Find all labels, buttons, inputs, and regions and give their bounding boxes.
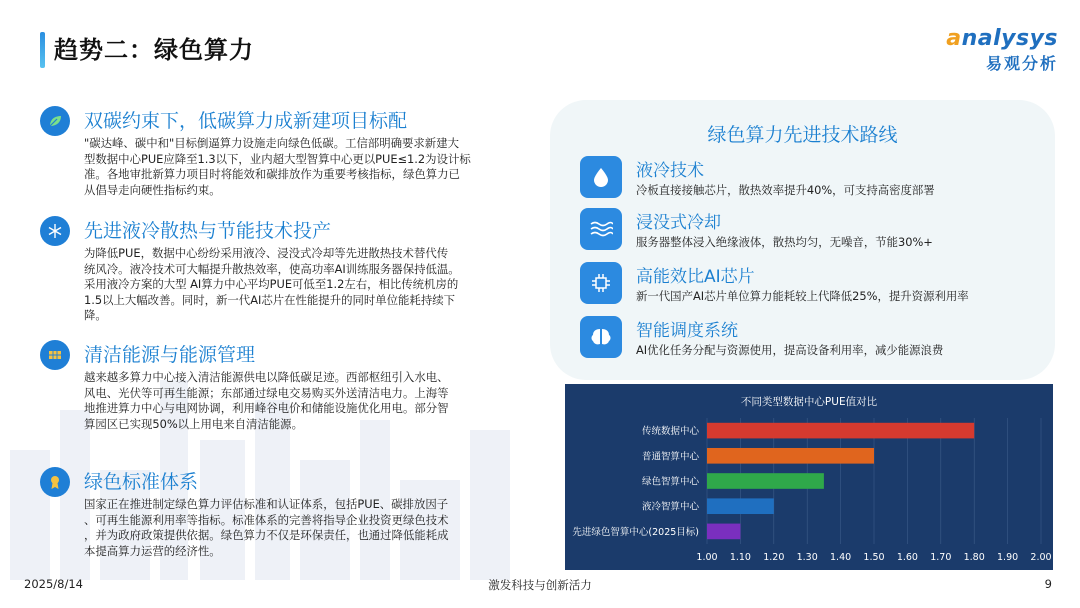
page-title: 趋势二：绿色算力: [54, 36, 254, 64]
title-accent-bar: [40, 32, 45, 68]
roadmap-item-desc: AI优化任务分配与资源使用，提高设备利用率，减少能源浪费: [636, 343, 944, 357]
body-line: 从倡导走向硬性指标约束。: [84, 182, 221, 197]
bar: [707, 423, 974, 439]
roadmap-item-desc: 新一代国产AI芯片单位算力能耗较上代降低25%，提升资源利用率: [636, 289, 969, 303]
body-line: 风电、光伏等可再生能源；东部通过绿电交易购买外送清洁电力。上海等: [84, 385, 449, 400]
body-line: 国家正在推进制定绿色算力评估标准和认证体系，包括PUE、碳排放因子: [84, 497, 449, 511]
logo-a-mark: a: [946, 26, 962, 51]
body-line: "碳达峰、碳中和"目标倒逼算力设施走向绿色低碳。工信部明确要求新建大: [84, 136, 459, 150]
x-tick-label: 1.70: [930, 552, 952, 563]
roadmap-item-ai-chip: [580, 262, 1030, 306]
x-tick-label: 1.20: [763, 552, 785, 563]
section-title: 清洁能源与能源管理: [84, 344, 256, 366]
chip-icon: [580, 262, 622, 304]
body-line: 型数据中心PUE应降至1.3以下，业内超大型智算中心更以PUE≤1.2为设计标: [84, 151, 471, 166]
waves-icon: [580, 208, 622, 250]
body-line: 本提高算力运营的经济性。: [84, 543, 221, 558]
bar: [707, 448, 874, 464]
body-line: 1.5以上大幅改善。同时，新一代AI芯片在性能提升的同时单位能耗持续下: [84, 292, 455, 307]
section-liquid-cooling: [40, 216, 540, 334]
solar-panel-icon: [40, 340, 70, 370]
roadmap-item-name: 高能效比AI芯片: [636, 267, 755, 287]
leaf-icon: [40, 106, 70, 136]
body-line: 、可再生能源利用率等指标。标准体系的完善将指导企业投资更绿色技术: [84, 512, 449, 527]
logo-english: [946, 26, 1058, 51]
body-line: 采用液冷方案的大型 AI算力中心平均PUE可低至1.2左右，相比传统机房的: [84, 277, 459, 292]
y-category-label: 普通智算中心: [641, 451, 699, 463]
chart-canvas: [565, 384, 1053, 570]
x-tick-label: 1.90: [997, 552, 1019, 563]
x-tick-label: 1.60: [896, 552, 918, 563]
body-line: 地推进算力中心与电网协调，利用峰谷电价和储能设施优化用电。部分智: [84, 401, 449, 416]
body-line: 为降低PUE，数据中心纷纷采用液冷、浸没式冷却等先进散热技术替代传: [84, 246, 449, 260]
section-body: [84, 246, 536, 324]
x-tick-label: 1.00: [696, 552, 718, 563]
logo-english-text: nalysys: [961, 26, 1058, 51]
roadmap-item-name: 浸没式冷却: [636, 213, 721, 233]
roadmap-item-name: 智能调度系统: [636, 321, 738, 341]
page-number: 9: [1044, 577, 1052, 591]
body-line: ，并为政府政策提供依据。绿色算力不仅是环保责任，也通过降低能耗成: [84, 528, 449, 543]
water-drop-icon: [580, 156, 622, 198]
roadmap-title: 绿色算力先进技术路线: [707, 124, 898, 146]
y-category-label: 绿色智算中心: [641, 476, 699, 488]
body-line: 准。各地审批新算力项目时将能效和碳排放作为重要考核指标，绿色算力已: [84, 167, 460, 182]
section-body: [84, 370, 536, 432]
body-line: 降。: [84, 308, 107, 323]
x-tick-label: 1.40: [830, 552, 852, 563]
footer-date: 2025/8/14: [24, 577, 83, 591]
footer-caption: 激发科技与创新活力: [488, 578, 592, 592]
body-line: 越来越多算力中心接入清洁能源供电以降低碳足迹。西部枢纽引入水电、: [84, 370, 449, 384]
chart-title: 不同类型数据中心PUE值对比: [740, 396, 878, 408]
section-body: [84, 497, 536, 559]
analysys-logo: [946, 26, 1058, 74]
roadmap-item-liquid-cooling: [580, 156, 1030, 200]
roadmap-item-desc: 服务器整体浸入绝缘液体，散热均匀，无噪音，节能30%+: [636, 235, 933, 249]
x-tick-label: 1.10: [729, 552, 751, 563]
section-title: 先进液冷散热与节能技术投产: [84, 220, 332, 242]
x-tick-label: 1.50: [863, 552, 885, 563]
certificate-icon: [40, 467, 70, 497]
section-green-standards: [40, 467, 540, 567]
body-line: 算园区已实现50%以上用电来自清洁能源。: [84, 416, 303, 431]
bar: [707, 473, 824, 489]
roadmap-item-desc: 冷板直接接触芯片，散热效率提升40%，可支持高密度部署: [636, 183, 935, 197]
y-category-label: 先进绿色智算中心(2025目标): [572, 526, 699, 538]
roadmap-item-smart-scheduling: [580, 316, 1030, 360]
snowflake-icon: [40, 216, 70, 246]
section-body: [84, 136, 536, 198]
tech-roadmap-panel: [550, 100, 1055, 380]
y-category-label: 传统数据中心: [641, 426, 699, 438]
section-low-carbon: [40, 106, 540, 206]
bar: [707, 498, 774, 514]
roadmap-item-name: 液冷技术: [636, 161, 704, 181]
section-title: 绿色标准体系: [84, 471, 199, 493]
roadmap-item-immersion: [580, 208, 1030, 252]
brain-icon: [580, 316, 622, 358]
section-title: 双碳约束下，低碳算力成新建项目标配: [84, 110, 408, 132]
x-tick-label: 2.00: [1030, 552, 1052, 563]
section-clean-energy: [40, 340, 540, 440]
bar: [707, 524, 740, 540]
x-tick-label: 1.30: [796, 552, 818, 563]
x-tick-label: 1.80: [963, 552, 985, 563]
pue-comparison-chart: [565, 384, 1053, 570]
y-category-label: 液冷智算中心: [641, 501, 699, 513]
logo-chinese: 易观分析: [985, 54, 1058, 73]
body-line: 统风冷。液冷技术可大幅提升散热效率，使高功率AI训练服务器保持低温。: [84, 261, 460, 276]
